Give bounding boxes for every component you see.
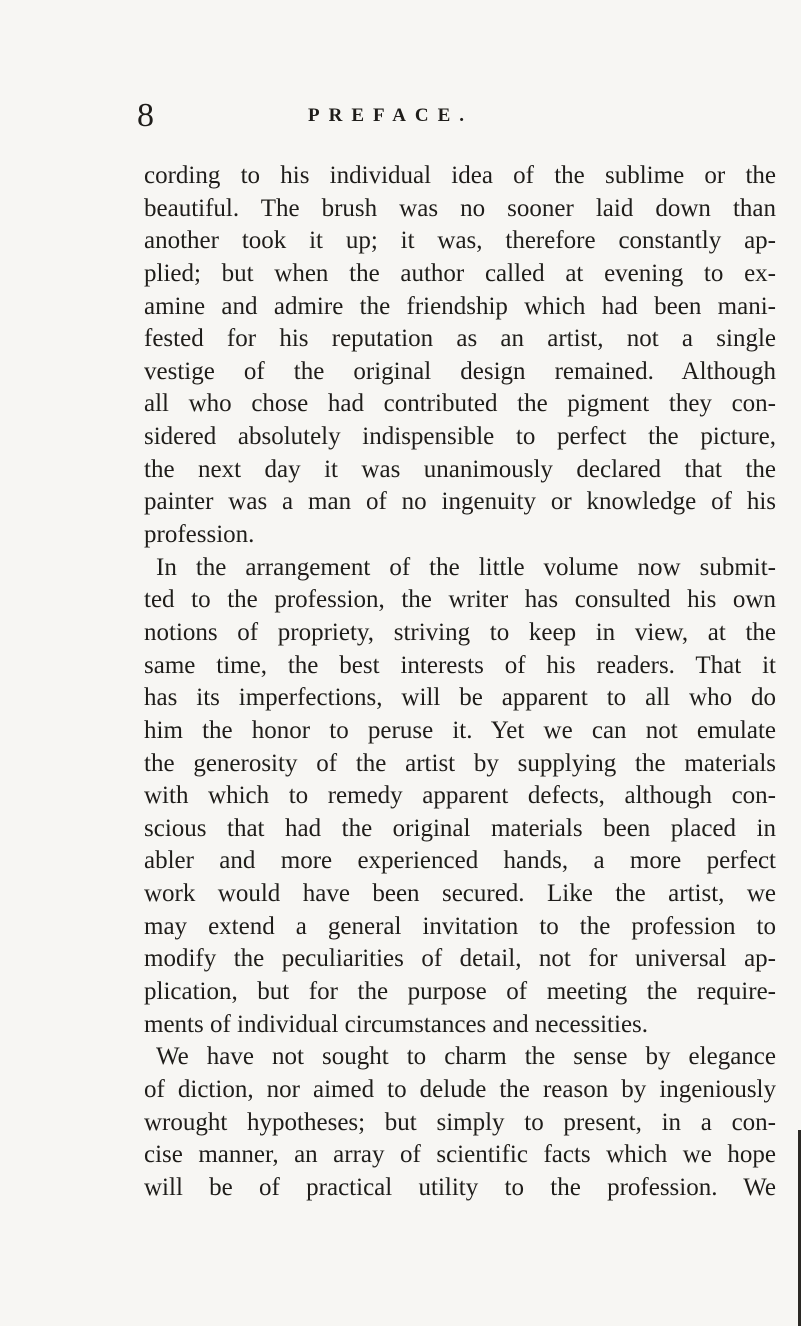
text-line: ted to the profession, the writer has consulted his own	[144, 586, 776, 614]
text-line: cording to his individual idea of the sublime or the	[144, 162, 776, 189]
text-line: work would have been secured. Like the artist, we	[144, 880, 776, 908]
text-line: him the honor to peruse it. Yet we can not emulate	[144, 716, 776, 744]
text-line: the next day it was unanimously declared that the	[144, 455, 776, 483]
text-line: We have not sought to charm the sense by elegance	[156, 1043, 776, 1071]
page-number: 8	[137, 97, 154, 134]
text-line: amine and admire the friendship which had been mani-	[144, 292, 776, 320]
text-line: plication, but for the purpose of meeting the require-	[144, 978, 776, 1006]
text-line: another took it up; it was, therefore constantly ap-	[144, 227, 776, 255]
text-line: profession.	[144, 521, 255, 549]
text-line: will be of practical utility to the profession. We	[144, 1173, 776, 1201]
text-line: cise manner, an array of scientific facts which we hope	[144, 1141, 776, 1169]
text-line: beautiful. The brush was no sooner laid down than	[144, 194, 776, 222]
running-head: PREFACE.	[308, 105, 474, 126]
text-line: In the arrangement of the little volume now submit-	[156, 553, 776, 581]
text-line: all who chose had contributed the pigment they con-	[144, 390, 776, 418]
text-line: notions of propriety, striving to keep in view, at the	[144, 618, 776, 646]
text-line: painter was a man of no ingenuity or knowledge of his	[144, 488, 776, 516]
text-line: vestige of the original design remained. Although	[144, 357, 776, 385]
text-line: plied; but when the author called at evening to ex-	[144, 259, 776, 287]
text-line: modify the peculiarities of detail, not for universal ap-	[144, 945, 776, 973]
text-line: ments of individual circumstances and necessities.	[144, 1010, 649, 1038]
body-text	[144, 160, 776, 1205]
text-line: may extend a general invitation to the profession to	[144, 912, 776, 940]
text-line: of diction, nor aimed to delude the reason by ingeniously	[144, 1075, 776, 1103]
text-line: has its imperfections, will be apparent to all who do	[144, 684, 776, 712]
text-line: scious that had the original materials been placed in	[144, 814, 776, 842]
text-line: with which to remedy apparent defects, although con-	[144, 782, 776, 810]
text-line: wrought hypotheses; but simply to present, in a con-	[144, 1108, 776, 1136]
text-line: same time, the best interests of his readers. That it	[144, 651, 776, 679]
text-line: the generosity of the artist by supplying the materials	[144, 749, 776, 777]
text-line: sidered absolutely indispensible to perfect the picture,	[144, 423, 776, 451]
text-line: abler and more experienced hands, a more perfect	[144, 847, 776, 875]
page-header	[0, 96, 801, 136]
text-line: fested for his reputation as an artist, not a single	[144, 325, 776, 353]
